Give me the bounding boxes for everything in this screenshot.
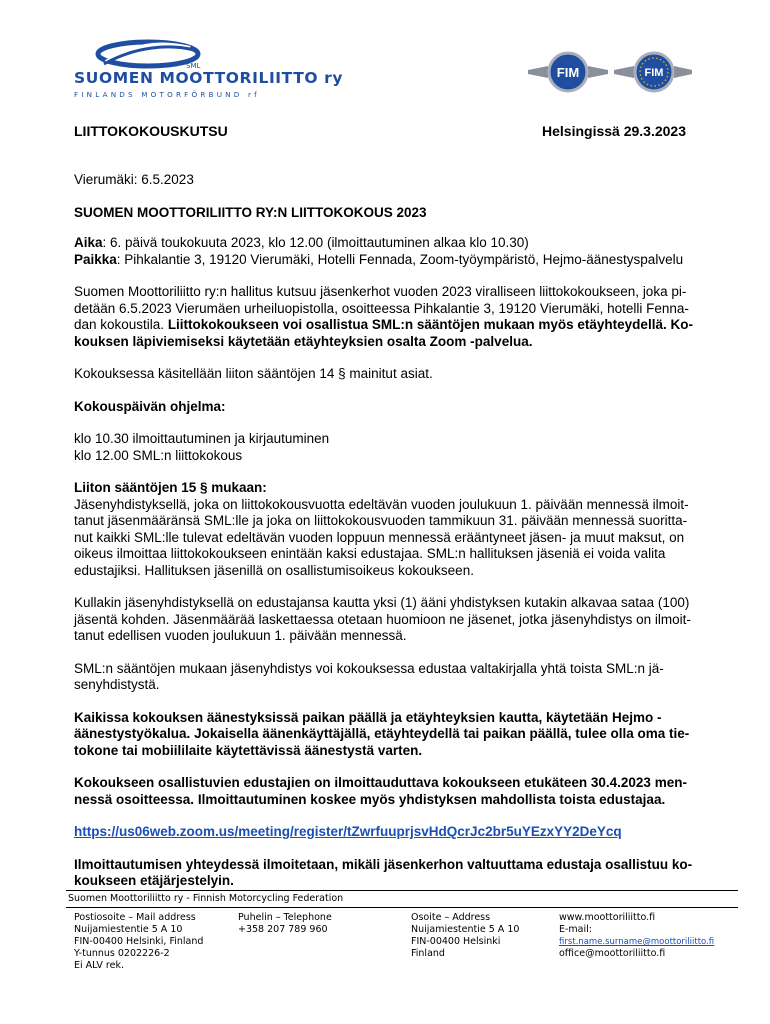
document-title: LIITTOKOKOUSKUTSU bbox=[74, 123, 228, 139]
rules-line: nut kaikki SML:lle tulevat edeltävän vuoden loppuun mennessä erääntyneet jäsen- ja muut maksut, on bbox=[74, 529, 685, 545]
footer-email-office: office@moottoriliitto.fi bbox=[559, 948, 666, 959]
footer-mail-address bbox=[74, 912, 203, 972]
fim-europe-logo-icon bbox=[614, 53, 692, 91]
footer-line: Postiosoite – Mail address bbox=[74, 912, 196, 923]
registration-paragraph bbox=[74, 775, 704, 808]
time-line bbox=[74, 235, 704, 252]
fim-logo-icon bbox=[528, 53, 608, 91]
votes-line: tanut edellisen vuoden joulukuun 1. päivään mennessä. bbox=[74, 628, 407, 643]
rules-line: Jäsenyhdistyksellä, joka on liittokokousvuotta edeltävän vuoden joulukuun 1. päivään mennessä ilmoit- bbox=[74, 496, 689, 512]
intro-bold-text: Liittokokoukseen voi osallistua SML:n sääntöjen mukaan myös etäyhteydellä. Ko- bbox=[167, 317, 693, 332]
document-body bbox=[74, 172, 704, 890]
place-line bbox=[74, 252, 704, 269]
time-label: Aika bbox=[74, 235, 103, 250]
footer-email-label: E-mail: bbox=[559, 924, 592, 935]
sml-logo bbox=[66, 38, 344, 104]
sml-emblem-icon bbox=[66, 38, 256, 70]
program-heading: Kokouspäivän ohjelma: bbox=[74, 398, 226, 414]
registration-line: nessä osoitteessa. Ilmoittautuminen koskee myös yhdistyksen mahdollista toista edustajaa. bbox=[74, 791, 666, 807]
footer-line: Y-tunnus 0202226-2 bbox=[74, 948, 170, 959]
registration-line: Kokoukseen osallistuvien edustajien on ilmoittauduttava kokoukseen etukäteen 30.4.2023 men- bbox=[74, 775, 687, 790]
footer-contact bbox=[559, 912, 714, 960]
votes-paragraph bbox=[74, 595, 704, 645]
intro-line: Suomen Moottoriliitto ry:n hallitus kutsuu jäsenkerhot vuoden 2023 viralliseen liittokokoukseen, joka pi- bbox=[74, 284, 687, 299]
logo-sml-text: SML bbox=[186, 62, 201, 70]
remote-paragraph bbox=[74, 857, 704, 890]
votes-line: jäsentä kohden. Jäsenmäärää laskettaessa otetaan huomioon ne jäsenet, jotka jäsenyhdistys on ilmoit- bbox=[74, 611, 691, 627]
intro-line: detään 6.5.2023 Vierumäen urheiluopistolla, osoitteessa Pihkalantie 3, 19120 Vierumäki, hotelli Fenna- bbox=[74, 300, 689, 316]
remote-line: koukseen etäjärjestelyin. bbox=[74, 873, 234, 888]
footer-email-link[interactable]: first.name.surname@moottoriliitto.fi bbox=[559, 937, 715, 947]
hejmo-line: tokone tai mobiililaite käytettävissä äänestystä varten. bbox=[74, 742, 423, 758]
footer-line: Puhelin – Telephone bbox=[238, 912, 332, 923]
fim-logos bbox=[526, 48, 694, 98]
hejmo-line: äänestystyökalua. Jokaisella äänenkäyttäjällä, etäyhteydellä tai paikan päällä, tulee olla oma tie- bbox=[74, 726, 690, 741]
footer-website: www.moottoriliitto.fi bbox=[559, 912, 656, 923]
place-text: : Pihkalantie 3, 19120 Vierumäki, Hotelli Fennada, Zoom-työympäristö, Hejmo-äänestyspalvelu bbox=[116, 251, 684, 267]
place-label: Paikka bbox=[74, 251, 117, 267]
footer-line: +358 207 789 960 bbox=[238, 924, 328, 935]
footer-telephone bbox=[238, 912, 332, 936]
logo-subtitle: FINLANDS MOTORFÖRBUND rf bbox=[74, 90, 260, 99]
program-item: klo 10.30 ilmoittautuminen ja kirjautuminen bbox=[74, 431, 330, 446]
hejmo-paragraph bbox=[74, 710, 704, 760]
document-place-date: Helsingissä 29.3.2023 bbox=[542, 123, 686, 139]
proxy-paragraph bbox=[74, 661, 704, 694]
rules-line: edustajiksi. Hallituksen jäsenillä on osallistumisoikeus kokoukseen. bbox=[74, 562, 474, 578]
time-text: : 6. päivä toukokuuta 2023, klo 12.00 (ilmoittautuminen alkaa klo 10.30) bbox=[102, 235, 529, 250]
footer-line: Nuijamiestentie 5 A 10 bbox=[74, 924, 183, 935]
rules-paragraph bbox=[74, 497, 704, 580]
program-item: klo 12.00 SML:n liittokokous bbox=[74, 447, 243, 463]
intro-text: dan kokoustila. bbox=[74, 317, 168, 332]
intro-line bbox=[74, 317, 704, 334]
footer-organization: Suomen Moottoriliitto ry - Finnish Motorcycling Federation bbox=[68, 893, 344, 904]
logo-name: SUOMEN MOOTTORILIITTO ry bbox=[74, 69, 344, 87]
votes-line: Kullakin jäsenyhdistyksellä on edustajansa kautta yksi (1) ääni yhdistyksen kutakin alkavaa sataa (100) bbox=[74, 595, 690, 610]
meeting-heading: SUOMEN MOOTTORILIITTO RY:N LIITTOKOKOUS 2023 bbox=[74, 204, 427, 220]
place-date: Vierumäki: 6.5.2023 bbox=[74, 172, 194, 187]
rules-line: oikeus ilmoittaa liittokokoukseen enintään kaksi edustajaa. SML:n hallituksen jäseniä ei voida valita bbox=[74, 546, 666, 561]
intro-line: kouksen läpiviemiseksi käytetään etäyhteyksien osalta Zoom -palvelua. bbox=[74, 333, 533, 349]
footer-line: FIN-00400 Helsinki, Finland bbox=[74, 936, 204, 947]
footer-line: Finland bbox=[411, 948, 445, 959]
fim-text: FIM bbox=[556, 65, 580, 80]
remote-line: Ilmoittautumisen yhteydessä ilmoitetaan, mikäli jäsenkerhon valtuuttama edustaja osallistuu ko- bbox=[74, 856, 693, 872]
zoom-link-line bbox=[74, 824, 704, 841]
footer-line: Nuijamiestentie 5 A 10 bbox=[411, 924, 520, 935]
rules-heading: Liiton sääntöjen 15 § mukaan: bbox=[74, 480, 267, 495]
proxy-line: SML:n sääntöjen mukaan jäsenyhdistys voi kokouksessa edustaa valtakirjalla yhtä toista SML:n jä- bbox=[74, 660, 664, 676]
footer-line: FIN-00400 Helsinki bbox=[411, 936, 501, 947]
footer-line: Osoite – Address bbox=[411, 912, 491, 923]
intro-paragraph bbox=[74, 284, 704, 350]
proxy-line: senyhdistystä. bbox=[74, 677, 160, 692]
fim-europe-text: FIM bbox=[644, 67, 664, 79]
footer-address bbox=[411, 912, 519, 960]
footer-divider bbox=[66, 890, 738, 891]
zoom-registration-link[interactable]: https://us06web.zoom.us/meeting/register/tZwrfuuprjsvHdQcrJc2br5uYEzxYY2DeYcq bbox=[74, 824, 622, 839]
hejmo-line: Kaikissa kokouksen äänestyksissä paikan päällä ja etäyhteyksien kautta, käytetään Hejmo - bbox=[74, 709, 662, 725]
footer-line: Ei ALV rek. bbox=[74, 960, 124, 971]
agenda-note: Kokouksessa käsitellään liiton sääntöjen 14 § mainitut asiat. bbox=[74, 366, 433, 381]
footer-divider bbox=[66, 907, 738, 908]
rules-line: tanut jäsenmääränsä SML:lle ja joka on liittokokousvuoden tammikuun 31. päivään mennessä suoritta- bbox=[74, 513, 688, 528]
